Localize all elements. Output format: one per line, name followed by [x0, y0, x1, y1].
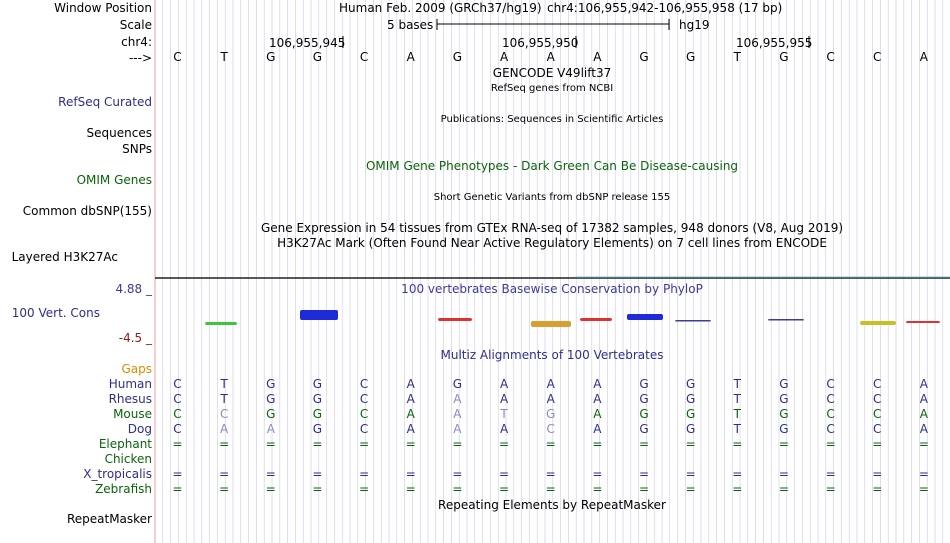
- scale-bar-assembly: hg19: [679, 18, 710, 32]
- human-aligned-base: G: [452, 377, 463, 391]
- reference-base: C: [359, 50, 369, 64]
- x-tropicalis-aligned-base: =: [825, 467, 836, 481]
- zebrafish-aligned-base: =: [265, 482, 276, 496]
- x-tropicalis-aligned-base: =: [499, 467, 510, 481]
- dog-aligned-base: A: [919, 422, 928, 436]
- x-tropicalis-aligned-base: =: [219, 467, 230, 481]
- scale-bar-label: 5 bases: [387, 18, 434, 32]
- cons-max-label: 4.88 _: [115, 282, 152, 296]
- dog-aligned-base: A: [220, 422, 229, 436]
- scale-label: Scale: [119, 18, 152, 32]
- h3k27ac-track-title[interactable]: H3K27Ac Mark (Often Found Near Active Regulatory Elements) on 7 cell lines from ENCODE: [277, 236, 827, 250]
- rhesus-aligned-base: G: [639, 392, 649, 406]
- publications-track-title[interactable]: Publications: Sequences in Scientific Articles: [440, 114, 664, 125]
- elephant-aligned-base: =: [778, 437, 789, 451]
- rhesus-aligned-base: T: [733, 392, 741, 406]
- assembly-title: Human Feb. 2009 (GRCh37/hg19): [339, 1, 542, 15]
- omim-track-label[interactable]: OMIM Genes: [76, 173, 152, 187]
- snps-track-label[interactable]: SNPs: [122, 142, 152, 156]
- elephant-aligned-base: =: [499, 437, 510, 451]
- x-tropicalis-aligned-base: =: [265, 467, 276, 481]
- dbsnp-track-label[interactable]: Common dbSNP(155): [22, 204, 152, 218]
- zebrafish-aligned-base: =: [452, 482, 463, 496]
- conservation-logo-mark: [627, 314, 663, 320]
- reference-base: G: [639, 50, 649, 64]
- x-tropicalis-aligned-base: =: [359, 467, 370, 481]
- rhesus-aligned-base: A: [406, 392, 415, 406]
- reference-base: A: [919, 50, 928, 64]
- cons-min-label: -4.5 _: [118, 331, 152, 345]
- x-tropicalis-aligned-base: =: [872, 467, 883, 481]
- elephant-aligned-base: =: [312, 437, 323, 451]
- repeatmasker-track-label[interactable]: RepeatMasker: [66, 512, 152, 526]
- dog-aligned-base: G: [685, 422, 696, 436]
- zebrafish-aligned-base: =: [685, 482, 696, 496]
- zebrafish-aligned-base: =: [312, 482, 323, 496]
- x-tropicalis-aligned-base: =: [918, 467, 929, 481]
- gaps-track-label[interactable]: Gaps: [121, 362, 152, 376]
- window-position-label: Window Position: [54, 1, 152, 15]
- x-tropicalis-aligned-base: =: [545, 467, 556, 481]
- dog-aligned-base: A: [266, 422, 275, 436]
- omim-track-title[interactable]: OMIM Gene Phenotypes - Dark Green Can Be Disease-causing: [365, 159, 739, 173]
- conservation-logo-g: [300, 310, 338, 320]
- rhesus-aligned-base: G: [779, 392, 789, 406]
- zebrafish-aligned-base: =: [825, 482, 836, 496]
- gtex-track-title[interactable]: Gene Expression in 54 tissues from GTEx RNA-seq of 17382 samples, 948 donors (V8, Aug 2019): [260, 221, 844, 235]
- reference-base: A: [406, 50, 415, 64]
- rhesus-aligned-base: A: [546, 392, 555, 406]
- human-aligned-base: G: [639, 377, 649, 391]
- coord-tick-label: 106,955,950: [502, 36, 579, 50]
- human-aligned-base: G: [312, 377, 323, 391]
- reference-base: A: [499, 50, 509, 64]
- reference-base: G: [266, 50, 276, 64]
- human-species-label[interactable]: Human: [108, 377, 152, 391]
- zebrafish-aligned-base: =: [545, 482, 556, 496]
- x-tropicalis-species-label[interactable]: X_tropicalis: [83, 467, 152, 481]
- reference-base: G: [779, 50, 789, 64]
- elephant-aligned-base: =: [265, 437, 276, 451]
- repeatmasker-track-title[interactable]: Repeating Elements by RepeatMasker: [438, 498, 666, 512]
- dog-aligned-base: C: [826, 422, 835, 436]
- coord-tick-label: 106,955,955: [736, 36, 813, 50]
- zebrafish-aligned-base: =: [918, 482, 929, 496]
- elephant-aligned-base: =: [219, 437, 230, 451]
- reference-base: A: [546, 50, 555, 64]
- zebrafish-aligned-base: =: [172, 482, 183, 496]
- mouse-aligned-base: G: [312, 407, 323, 421]
- human-aligned-base: C: [873, 377, 882, 391]
- reference-base: G: [452, 50, 463, 64]
- x-tropicalis-aligned-base: =: [732, 467, 743, 481]
- reference-base: T: [220, 50, 228, 64]
- mouse-aligned-base: G: [685, 407, 696, 421]
- human-aligned-base: C: [173, 377, 182, 391]
- conservation-logo-mark: [438, 318, 472, 321]
- sequences-track-label[interactable]: Sequences: [86, 126, 152, 140]
- phylop-track-title[interactable]: 100 vertebrates Basewise Conservation by PhyloP: [401, 282, 703, 296]
- dog-aligned-base: C: [173, 422, 182, 436]
- rhesus-species-label[interactable]: Rhesus: [108, 392, 152, 406]
- elephant-aligned-base: =: [452, 437, 463, 451]
- reference-base: T: [733, 50, 741, 64]
- elephant-species-label[interactable]: Elephant: [98, 437, 152, 451]
- rhesus-aligned-base: C: [873, 392, 882, 406]
- reference-base: G: [685, 50, 696, 64]
- human-aligned-base: C: [826, 377, 835, 391]
- elephant-aligned-base: =: [405, 437, 416, 451]
- conservation-logo-mark: [531, 321, 571, 327]
- mouse-species-label[interactable]: Mouse: [113, 407, 152, 421]
- rhesus-aligned-base: A: [453, 392, 462, 406]
- dog-aligned-base: T: [733, 422, 741, 436]
- rhesus-aligned-base: G: [685, 392, 696, 406]
- human-aligned-base: A: [499, 377, 509, 391]
- elephant-aligned-base: =: [545, 437, 556, 451]
- x-tropicalis-aligned-base: =: [638, 467, 650, 481]
- mouse-aligned-base: T: [500, 407, 508, 421]
- dog-aligned-base: A: [499, 422, 509, 436]
- zebrafish-aligned-base: =: [732, 482, 743, 496]
- mouse-aligned-base: C: [173, 407, 182, 421]
- dog-aligned-base: A: [406, 422, 415, 436]
- rhesus-aligned-base: A: [499, 392, 509, 406]
- chicken-species-label[interactable]: Chicken: [104, 452, 152, 466]
- mouse-aligned-base: G: [779, 407, 789, 421]
- mouse-aligned-base: C: [219, 407, 229, 421]
- reference-base: C: [173, 50, 182, 64]
- mouse-aligned-base: C: [359, 407, 369, 421]
- elephant-aligned-base: =: [685, 437, 696, 451]
- gencode-track-title[interactable]: GENCODE V49lift37: [492, 66, 612, 80]
- conservation-logo-mark: [860, 321, 896, 325]
- reference-base: C: [873, 50, 882, 64]
- mouse-aligned-base: A: [406, 407, 415, 421]
- dog-aligned-base: C: [873, 422, 882, 436]
- zebrafish-aligned-base: =: [778, 482, 789, 496]
- dog-aligned-base: A: [593, 422, 602, 436]
- dbsnp-track-title[interactable]: Short Genetic Variants from dbSNP release 155: [433, 192, 671, 203]
- reference-base: A: [593, 50, 602, 64]
- dog-aligned-base: A: [453, 422, 462, 436]
- dog-aligned-base: G: [312, 422, 323, 436]
- dog-aligned-base: G: [639, 422, 649, 436]
- position-title: chr4:106,955,942-106,955,958 (17 bp): [547, 1, 783, 15]
- reference-base: G: [312, 50, 323, 64]
- x-tropicalis-aligned-base: =: [452, 467, 463, 481]
- refseq-track-title[interactable]: RefSeq genes from NCBI: [490, 83, 614, 94]
- human-aligned-base: G: [266, 377, 276, 391]
- human-aligned-base: G: [779, 377, 789, 391]
- zebrafish-species-label[interactable]: Zebrafish: [95, 482, 152, 496]
- human-aligned-base: T: [733, 377, 741, 391]
- mouse-aligned-base: A: [593, 407, 602, 421]
- elephant-aligned-base: =: [592, 437, 603, 451]
- zebrafish-aligned-base: =: [638, 482, 650, 496]
- human-aligned-base: T: [220, 377, 228, 391]
- rhesus-aligned-base: G: [312, 392, 323, 406]
- human-aligned-base: A: [593, 377, 602, 391]
- human-aligned-base: G: [685, 377, 696, 391]
- elephant-aligned-base: =: [638, 437, 650, 451]
- x-tropicalis-aligned-base: =: [778, 467, 789, 481]
- rhesus-aligned-base: C: [359, 392, 369, 406]
- zebrafish-aligned-base: =: [872, 482, 883, 496]
- rhesus-aligned-base: A: [593, 392, 602, 406]
- elephant-aligned-base: =: [359, 437, 370, 451]
- dog-aligned-base: C: [546, 422, 555, 436]
- h3k27ac-track-label[interactable]: Layered H3K27Ac: [11, 250, 118, 264]
- reference-base: C: [826, 50, 835, 64]
- mouse-aligned-base: G: [546, 407, 556, 421]
- dog-aligned-base: C: [359, 422, 369, 436]
- rhesus-aligned-base: A: [919, 392, 928, 406]
- conservation-logo-mark: [580, 318, 612, 321]
- elephant-aligned-base: =: [172, 437, 183, 451]
- elephant-aligned-base: =: [732, 437, 743, 451]
- mouse-aligned-base: A: [453, 407, 462, 421]
- zebrafish-aligned-base: =: [219, 482, 230, 496]
- elephant-aligned-base: =: [825, 437, 836, 451]
- dog-aligned-base: G: [779, 422, 789, 436]
- vert-cons-track-label[interactable]: 100 Vert. Cons: [11, 306, 100, 320]
- refseq-track-label[interactable]: RefSeq Curated: [58, 95, 152, 109]
- multiz-track-title[interactable]: Multiz Alignments of 100 Vertebrates: [440, 348, 664, 362]
- human-aligned-base: A: [546, 377, 555, 391]
- x-tropicalis-aligned-base: =: [405, 467, 416, 481]
- zebrafish-aligned-base: =: [405, 482, 416, 496]
- x-tropicalis-aligned-base: =: [685, 467, 696, 481]
- mouse-aligned-base: G: [266, 407, 276, 421]
- mouse-aligned-base: A: [919, 407, 928, 421]
- mouse-aligned-base: C: [873, 407, 882, 421]
- rhesus-aligned-base: C: [826, 392, 835, 406]
- x-tropicalis-aligned-base: =: [312, 467, 323, 481]
- zebrafish-aligned-base: =: [359, 482, 370, 496]
- dog-species-label[interactable]: Dog: [127, 422, 152, 436]
- rhesus-aligned-base: T: [220, 392, 228, 406]
- rhesus-aligned-base: C: [173, 392, 182, 406]
- zebrafish-aligned-base: =: [592, 482, 603, 496]
- conservation-logo-mark: [768, 319, 804, 321]
- mouse-aligned-base: C: [826, 407, 835, 421]
- human-aligned-base: A: [406, 377, 415, 391]
- mouse-aligned-base: G: [639, 407, 649, 421]
- human-aligned-base: A: [919, 377, 928, 391]
- mouse-aligned-base: T: [733, 407, 741, 421]
- x-tropicalis-aligned-base: =: [592, 467, 603, 481]
- conservation-logo-mark: [906, 321, 940, 323]
- strand-arrow-label: --->: [128, 51, 152, 65]
- elephant-aligned-base: =: [872, 437, 883, 451]
- x-tropicalis-aligned-base: =: [172, 467, 183, 481]
- conservation-logo-mark: [675, 320, 711, 322]
- zebrafish-aligned-base: =: [499, 482, 510, 496]
- conservation-logo-mark: [205, 322, 237, 325]
- rhesus-aligned-base: G: [266, 392, 276, 406]
- human-aligned-base: C: [359, 377, 369, 391]
- chr-label: chr4:: [121, 35, 152, 49]
- coord-tick-label: 106,955,945: [269, 36, 346, 50]
- elephant-aligned-base: =: [918, 437, 929, 451]
